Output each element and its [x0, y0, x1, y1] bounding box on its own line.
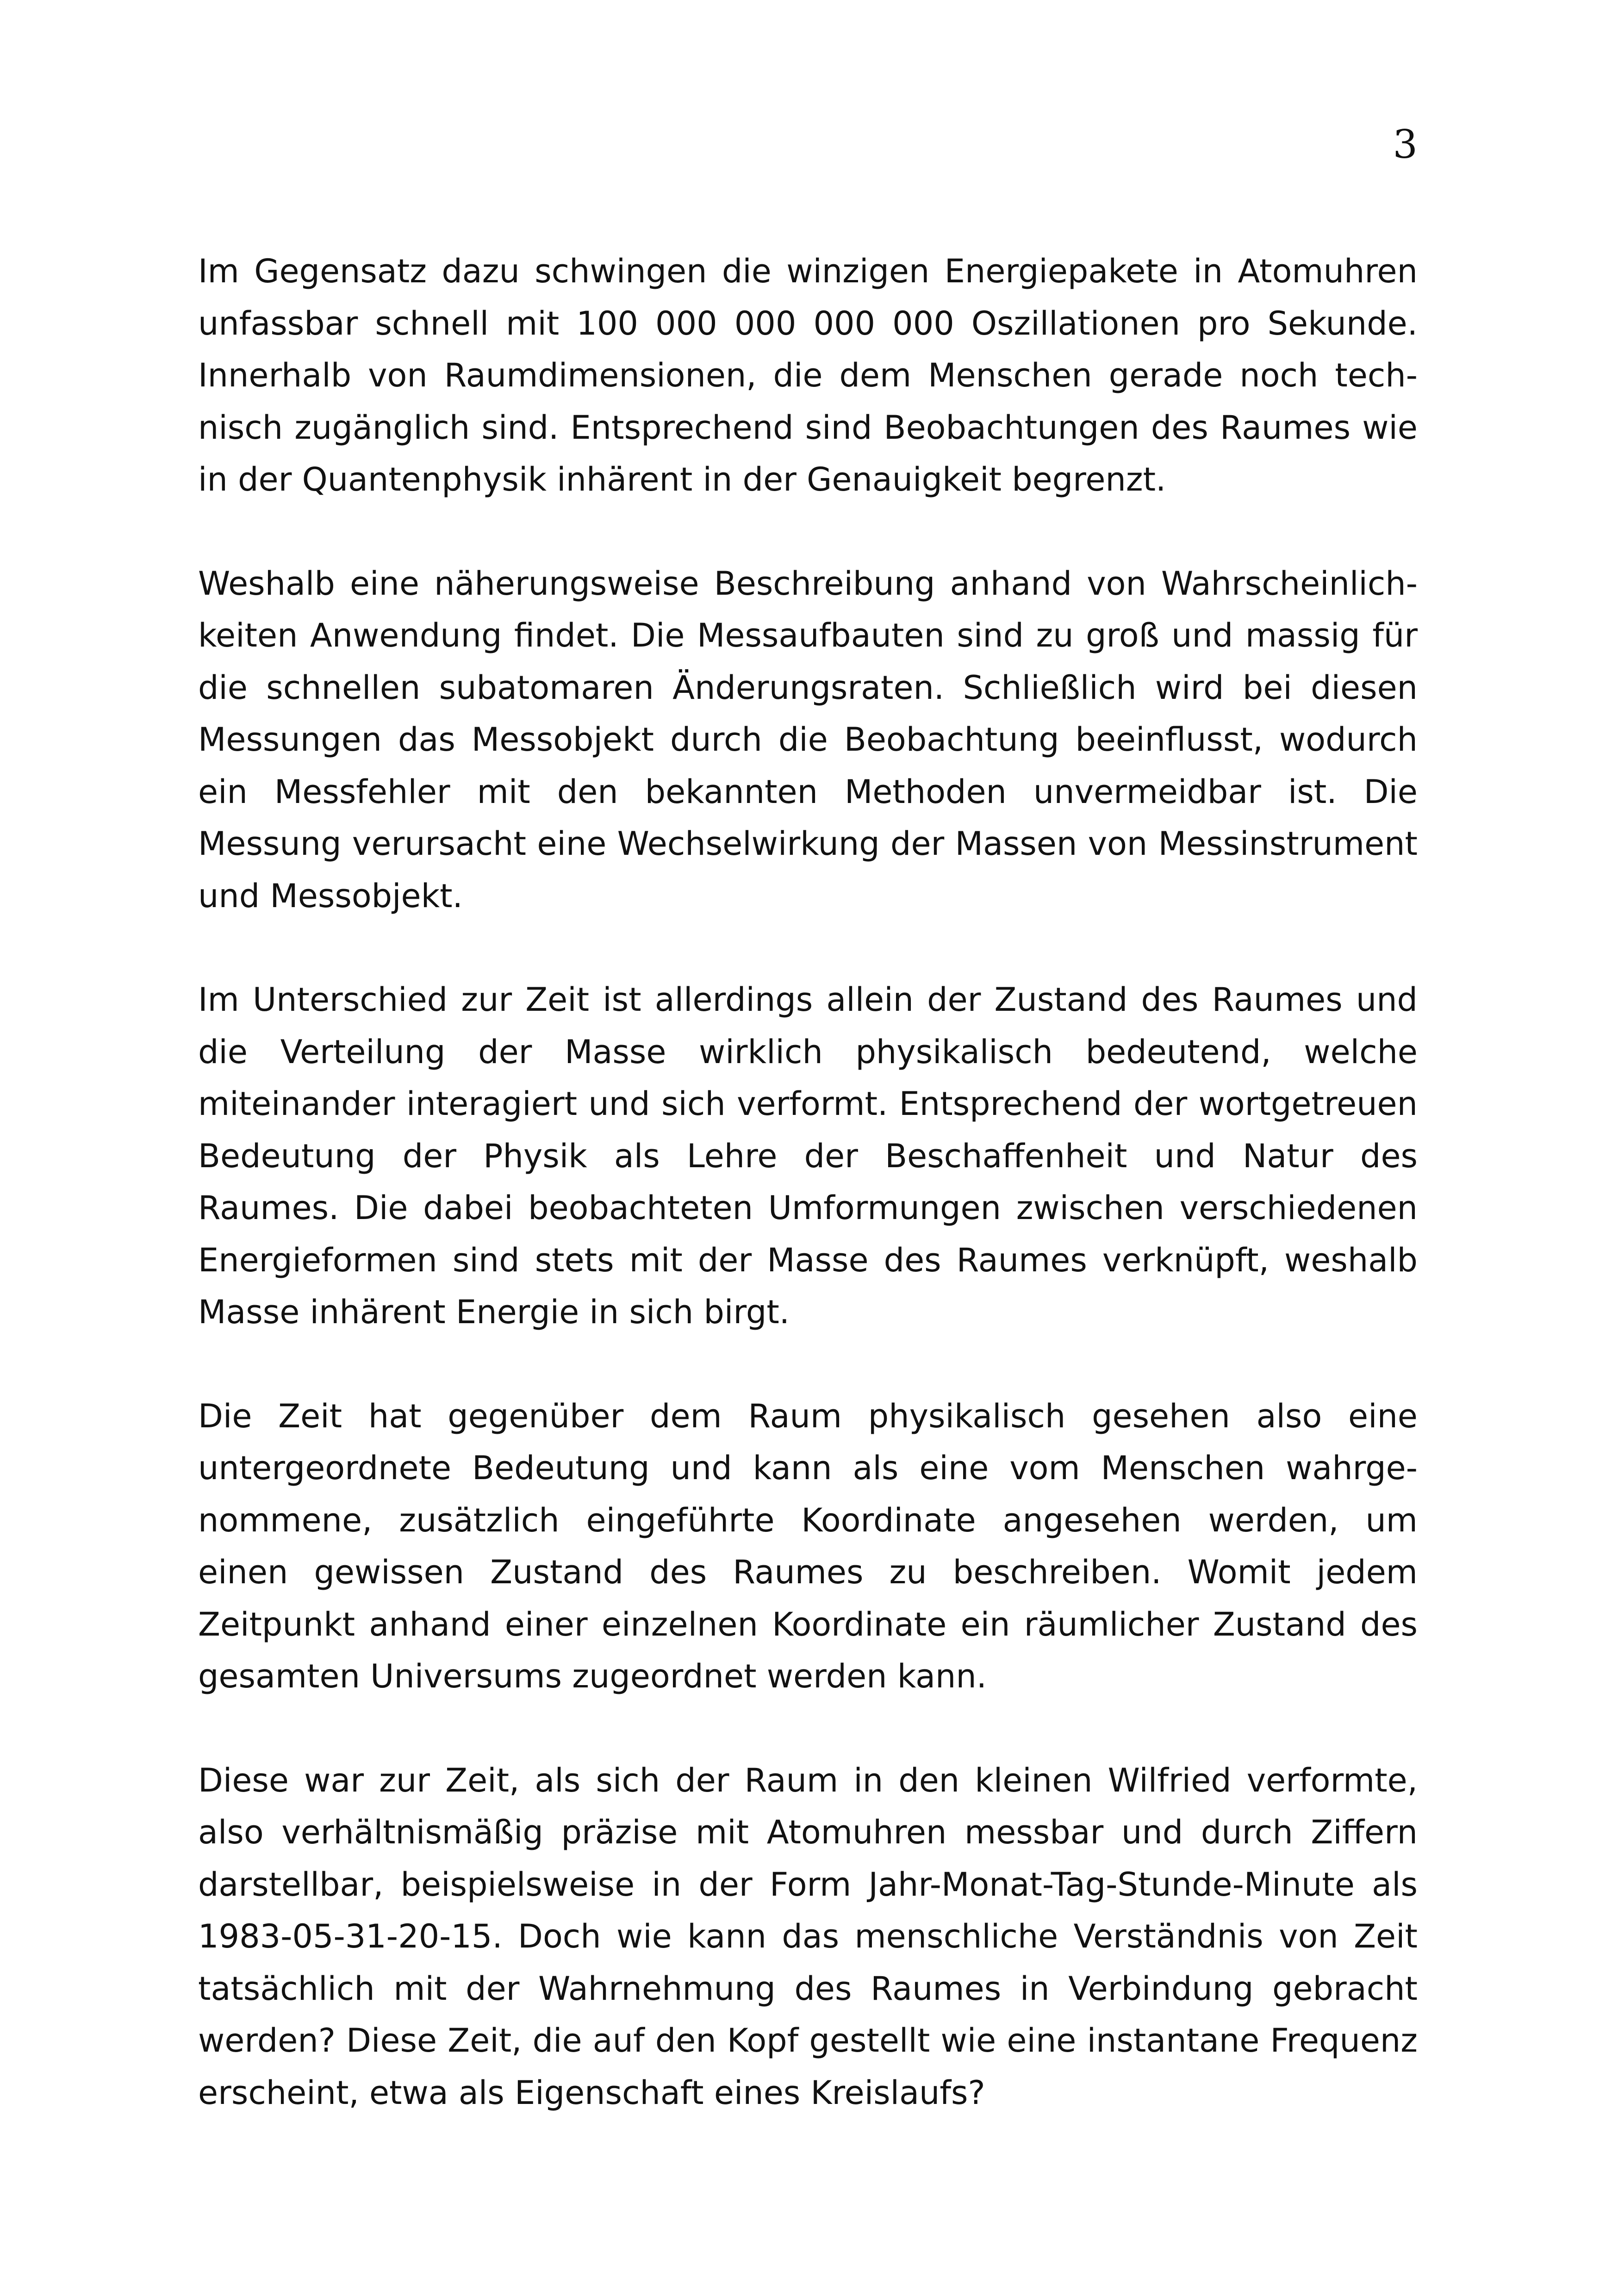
- paragraph-2: Weshalb eine näherungsweise Beschreibung anhand von Wahrscheinlichkeiten Anwendung findet. Die Messaufbauten sind zu groß und massig für die schnellen subatomaren Änderungsraten. Schließlich wird bei diesen Messungen das Messobjekt durch die Beobachtung beeinflusst, wodurch ein Messfehler mit den bekannten Methoden unvermeidbar ist. Die Messung verursacht eine Wechselwirkung der Massen von Messinstrument und Messobjekt.: [198, 564, 1418, 915]
- paragraph-3: Im Unterschied zur Zeit ist allerdings allein der Zustand des Raumes und die Verteilung der Masse wirklich physikalisch bedeutend, welche miteinander interagiert und sich verformt. Entsprechend der wortgetreuen Bedeutung der Physik als Lehre der Beschaffenheit und Natur des Raumes. Die dabei beobachteten Umformungen zwischen verschiedenen Energieformen sind stets mit der Masse des Raumes verknüpft, weshalb Masse inhärent Energie in sich birgt.: [198, 981, 1418, 1331]
- body-text: [198, 245, 1418, 2119]
- paragraph-4: Die Zeit hat gegenüber dem Raum physikalisch gesehen also eine untergeordnete Bedeutung und kann als eine vom Menschen wahrgenommene, zusätzlich eingeführte Koordinate angesehen werden, um einen gewissen Zustand des Raumes zu beschreiben. Womit jedem Zeitpunkt anhand einer einzelnen Koordinate ein räumlicher Zustand des gesamten Universums zugeordnet werden kann.: [198, 1397, 1418, 1695]
- paragraph-1: Im Gegensatz dazu schwingen die winzigen Energiepakete in Atomuhren unfassbar schnell mit 100 000 000 000 000 Oszillationen pro Sekunde. Innerhalb von Raumdimensionen, die dem Menschen gerade noch technisch zugänglich sind. Entsprechend sind Beobachtungen des Raumes wie in der Quantenphysik inhärent in der Genauigkeit begrenzt.: [198, 252, 1418, 498]
- paragraph-5: Diese war zur Zeit, als sich der Raum in den kleinen Wilfried verformte, also verhältnismäßig präzise mit Atomuhren messbar und durch Ziffern darstellbar, beispielsweise in der Form Jahr-Monat-Tag-Stunde-Minute als 1983-05-31-20-15. Doch wie kann das menschliche Verständnis von Zeit tatsächlich mit der Wahrnehmung des Raumes in Verbindung gebracht werden? Diese Zeit, die auf den Kopf gestellt wie eine instantane Frequenz erscheint, etwa als Eigenschaft eines Kreislaufs?: [198, 1761, 1418, 2112]
- page-number: 3: [1393, 122, 1418, 167]
